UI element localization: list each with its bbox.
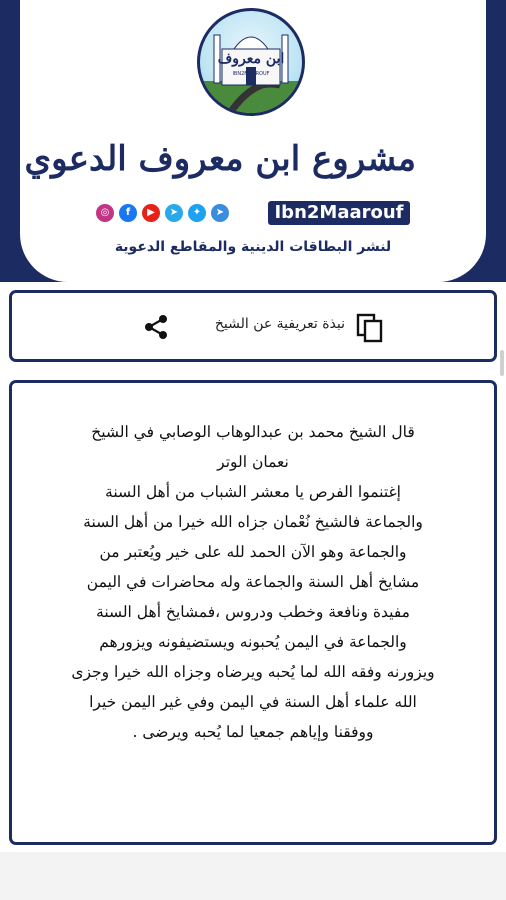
project-title: مشروع ابن معروف الدعوي [24,139,416,179]
bottom-area [0,852,506,900]
action-bar [9,290,497,362]
copy-icon[interactable] [356,313,384,343]
instagram-icon[interactable]: ◎ [96,204,114,222]
about-sheikh-label[interactable]: نبذة تعريفية عن الشيخ [214,316,345,332]
telegram-icon[interactable]: ➤ [165,204,183,222]
scrollbar[interactable] [500,350,504,376]
text-line: والجماعة وهو الآن الحمد لله على خير ويُعتبر من [99,543,407,561]
logo-subtext: IBN2MAAROUF [232,71,270,77]
text-line: ووفقنا وإياهم جمعيا لما يُحبه ويرضى . [132,723,374,741]
facebook-icon[interactable]: f [119,204,137,222]
sheikh-description [32,417,474,747]
twitter-icon[interactable]: ✦ [188,204,206,222]
text-line: إغتنموا الفرص يا معشر الشباب من أهل السنة [105,483,401,501]
text-line: قال الشيخ محمد بن عبدالوهاب الوصابي في الشيخ [91,423,415,441]
logo-text: ابن معروف [217,51,285,67]
tagline: لنشر البطاقات الدينية والمقاطع الدعوية [114,239,392,255]
text-line: والجماعة فالشيخ نُعْمان جزاه الله خيرا من أهل السنة [83,513,423,531]
content-card [9,380,497,845]
youtube-icon[interactable]: ▶ [142,204,160,222]
social-links [96,202,234,224]
text-line: الله علماء أهل السنة في اليمن وفي غير اليمن خيرا [89,693,417,711]
text-line: والجماعة في اليمن يُحبونه ويستضيفونه ويزورهم [99,633,407,651]
telegram-channel-icon[interactable]: ➤ [211,204,229,222]
text-line: ويزورنه وفقه الله لما يُحبه ويرضاه وجزاه الله خيرا وجزى [71,663,435,681]
text-line: مفيدة ونافعة وخطب ودروس ،فمشايخ أهل السنة [96,603,410,621]
text-line: مشايخ أهل السنة والجماعة وله محاضرات في اليمن [86,573,420,591]
brand-handle: Ibn2Maarouf [268,201,410,225]
share-icon[interactable] [142,313,170,341]
text-line: نعمان الوتر [217,453,289,471]
project-logo [197,8,305,116]
